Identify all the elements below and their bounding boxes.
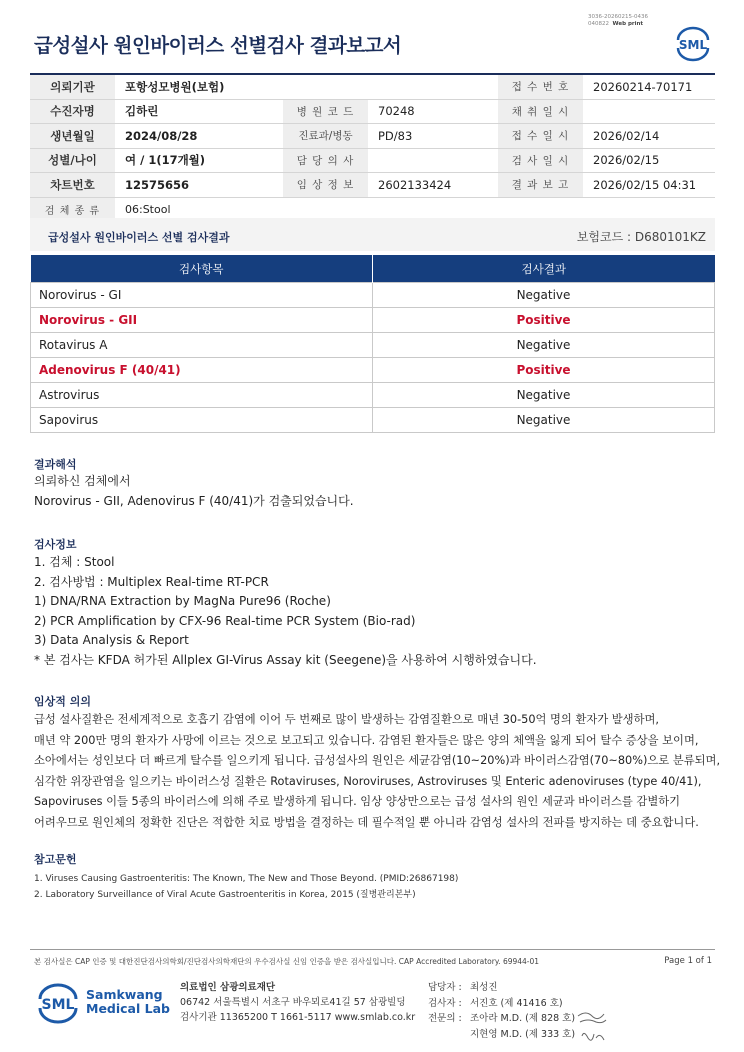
test-item: Astrovirus bbox=[31, 383, 373, 408]
hospital-code-label: 병 원 코 드 bbox=[283, 99, 368, 124]
results-section-title: 급성설사 원인바이러스 선별 검사결과 bbox=[48, 231, 230, 244]
staff-name: 서진호 (제 41416 호) bbox=[470, 997, 563, 1009]
hospital-code-value: 70248 bbox=[368, 99, 498, 124]
test-info-line: 1. 검체 : Stool bbox=[34, 555, 115, 569]
dept-value: PD/83 bbox=[368, 124, 498, 149]
clinical-line: 급성 설사질환은 전세계적으로 호흡기 감염에 이어 두 번째로 많이 발생하는 감염질환으로 매년 30-50억 명의 환자가 발생하며, bbox=[34, 713, 660, 726]
staff-row bbox=[428, 996, 575, 1012]
sml-brand-logo-icon bbox=[34, 982, 82, 1024]
table-row bbox=[31, 408, 715, 433]
report-date-label: 결 과 보 고 bbox=[498, 173, 583, 198]
test-date-value: 2026/02/15 bbox=[583, 148, 715, 173]
table-row bbox=[31, 333, 715, 358]
test-info-title: 검사정보 bbox=[34, 538, 77, 551]
staff-role: 담당자 : bbox=[428, 982, 462, 993]
name-label: 수진자명 bbox=[30, 99, 115, 124]
test-result: Positive bbox=[373, 358, 715, 383]
clinical-value: 2602133424 bbox=[368, 173, 498, 198]
sml-logo-icon bbox=[672, 26, 714, 62]
clinical-title: 임상적 의의 bbox=[34, 695, 91, 708]
test-item: Rotavirus A bbox=[31, 333, 373, 358]
signature-icon bbox=[574, 1008, 614, 1048]
web-print-label: Web print bbox=[612, 21, 644, 27]
test-info-line: 3) Data Analysis & Report bbox=[34, 633, 189, 647]
sex-age-label: 성별/나이 bbox=[30, 148, 115, 173]
reference-line: 1. Viruses Causing Gastroenteritis: The Known, The New and Those Beyond. (PMID:26867198) bbox=[34, 874, 459, 884]
references-body bbox=[34, 871, 458, 903]
collect-date-value bbox=[583, 99, 715, 124]
clinical-line: 심각한 위장관염을 일으키는 바이러스성 질환은 Rotaviruses, Noroviruses, Astroviruses 및 Enteric adenoviruses (type 40/41), bbox=[34, 774, 702, 788]
test-result: Positive bbox=[373, 308, 715, 333]
accession-label: 접 수 번 호 bbox=[498, 75, 583, 99]
insurance-code: 보험코드 : D680101KZ bbox=[576, 230, 706, 244]
report-title: 급성설사 원인바이러스 선별검사 결과보고서 bbox=[34, 34, 402, 57]
staff-name: 지현영 M.D. (제 333 호) bbox=[470, 1028, 576, 1040]
clinical-line: 소아에서는 성인보다 더 빠르게 탈수를 일으키게 됩니다. 급성설사의 원인은 세균감염(10~20%)과 바이러스감염(70~80%)으로 분류되며, bbox=[34, 754, 721, 767]
staff-row bbox=[428, 1027, 575, 1043]
header-test-item: 검사항목 bbox=[31, 255, 373, 283]
specimen-label: 검 체 종 류 bbox=[30, 197, 115, 222]
patient-info-table bbox=[30, 75, 715, 222]
footer-brand bbox=[34, 980, 174, 1030]
accession-value: 20260214-70171 bbox=[583, 75, 715, 99]
birth-value: 2024/08/28 bbox=[115, 124, 283, 149]
clinical-line: 매년 약 200만 명의 환자가 사망에 이르는 것으로 보고되고 있습니다. 감염된 환자들은 많은 양의 체액을 잃게 되어 탈수 증상을 보이며, bbox=[34, 733, 699, 747]
reference-line: 2. Laboratory Surveillance of Viral Acute Gastroenteritis in Korea, 2015 (질병관리본부) bbox=[34, 890, 416, 900]
table-row bbox=[31, 308, 715, 333]
interpretation-line: Norovirus - GII, Adenovirus F (40/41)가 검출되었습니다. bbox=[34, 493, 354, 508]
name-value: 김하린 bbox=[115, 99, 283, 124]
print-code-line2: 040822 bbox=[588, 21, 609, 27]
table-row bbox=[31, 283, 715, 308]
staff-name: 최성진 bbox=[470, 982, 498, 993]
table-row bbox=[31, 383, 715, 408]
request-org-label: 의뢰기관 bbox=[30, 75, 115, 99]
test-result: Negative bbox=[373, 383, 715, 408]
page-number: Page 1 of 1 bbox=[664, 956, 712, 966]
test-result: Negative bbox=[373, 408, 715, 433]
staff-role: 검사자 : bbox=[428, 997, 462, 1009]
dept-label: 진료과/병동 bbox=[283, 124, 368, 149]
test-info-line: 2) PCR Amplification by CFX-96 Real-time PCR System (Bio-rad) bbox=[34, 613, 416, 628]
footer-divider bbox=[30, 949, 715, 950]
chart-value: 12575656 bbox=[115, 173, 283, 198]
test-info-line: 1) DNA/RNA Extraction by MagNa Pure96 (Roche) bbox=[34, 594, 331, 608]
clinical-label: 임 상 정 보 bbox=[283, 173, 368, 198]
table-row bbox=[31, 358, 715, 383]
org-info bbox=[180, 980, 415, 1025]
test-item: Sapovirus bbox=[31, 408, 373, 433]
clinical-line: Sapoviruses 이들 5종의 바이러스에 의해 주로 발생하게 됩니다. 임상 양상만으로는 급성 설사의 원인 세균과 바이러스를 감별하기 bbox=[34, 795, 681, 808]
interpretation-title: 결과해석 bbox=[34, 458, 77, 471]
test-info-line: * 본 검사는 KFDA 허가된 Allplex GI-Virus Assay kit (Seegene)을 사용하여 시행하였습니다. bbox=[34, 652, 537, 667]
org-name: 의료법인 삼광의료재단 bbox=[180, 982, 276, 993]
birth-label: 생년월일 bbox=[30, 124, 115, 149]
collect-date-label: 채 취 일 시 bbox=[498, 99, 583, 124]
test-item: Norovirus - GII bbox=[31, 308, 373, 333]
clinical-line: 어려우므로 원인체의 정확한 진단은 적합한 치료 방법을 결정하는 데 필수적일 뿐 아니라 감염성 설사의 전파를 방지하는 데 중요합니다. bbox=[34, 815, 699, 829]
logo-text: SML bbox=[678, 38, 708, 52]
receive-date-value: 2026/02/14 bbox=[583, 124, 715, 149]
interpretation-body bbox=[34, 472, 354, 511]
sex-age-value: 여 / 1(17개월) bbox=[115, 148, 283, 173]
staff-signatures bbox=[428, 980, 575, 1042]
references-title: 참고문헌 bbox=[34, 853, 77, 866]
print-code bbox=[588, 14, 668, 28]
staff-name: 조아라 M.D. (제 828 호) bbox=[470, 1013, 576, 1024]
doctor-label: 담 당 의 사 bbox=[283, 148, 368, 173]
print-code-line1: 3036-20260215-0436 bbox=[588, 14, 648, 20]
test-info-body bbox=[34, 553, 537, 670]
specimen-value: 06:Stool bbox=[115, 197, 715, 222]
test-item: Adenovirus F (40/41) bbox=[31, 358, 373, 383]
staff-role: 전문의 : bbox=[428, 1013, 462, 1024]
receive-date-label: 접 수 일 시 bbox=[498, 124, 583, 149]
brand-line1: Samkwang bbox=[86, 987, 163, 1002]
test-date-label: 검 사 일 시 bbox=[498, 148, 583, 173]
clinical-body bbox=[34, 710, 720, 833]
results-header-row bbox=[31, 255, 715, 283]
test-info-line: 2. 검사방법 : Multiplex Real-time RT-PCR bbox=[34, 574, 269, 589]
report-date-value: 2026/02/15 04:31 bbox=[583, 173, 715, 198]
brand-name bbox=[86, 988, 170, 1016]
header-test-result: 검사결과 bbox=[373, 255, 715, 283]
results-table bbox=[30, 255, 715, 433]
interpretation-line: 의뢰하신 검체에서 bbox=[34, 474, 131, 488]
brand-logo-text: SML bbox=[41, 997, 75, 1013]
request-org-value: 포항성모병원(보험) bbox=[115, 75, 498, 99]
chart-label: 차트번호 bbox=[30, 173, 115, 198]
staff-row bbox=[428, 1011, 575, 1027]
brand-line2: Medical Lab bbox=[86, 1001, 170, 1016]
accreditation-note: 본 검사실은 CAP 인증 및 대한진단검사의학회/진단검사의학재단의 우수검사실 신임 인증을 받은 검사실입니다. CAP Accredited Laboratory. 69944-01 bbox=[34, 957, 540, 966]
org-address: 06742 서울특별시 서초구 바우뫼로41길 57 삼광빌딩 bbox=[180, 997, 406, 1008]
doctor-value bbox=[368, 148, 498, 173]
staff-row bbox=[428, 980, 575, 996]
test-item: Norovirus - GI bbox=[31, 283, 373, 308]
test-result: Negative bbox=[373, 333, 715, 358]
test-result: Negative bbox=[373, 283, 715, 308]
org-contact: 검사기관 11365200 T 1661-5117 www.smlab.co.kr bbox=[180, 1012, 416, 1023]
